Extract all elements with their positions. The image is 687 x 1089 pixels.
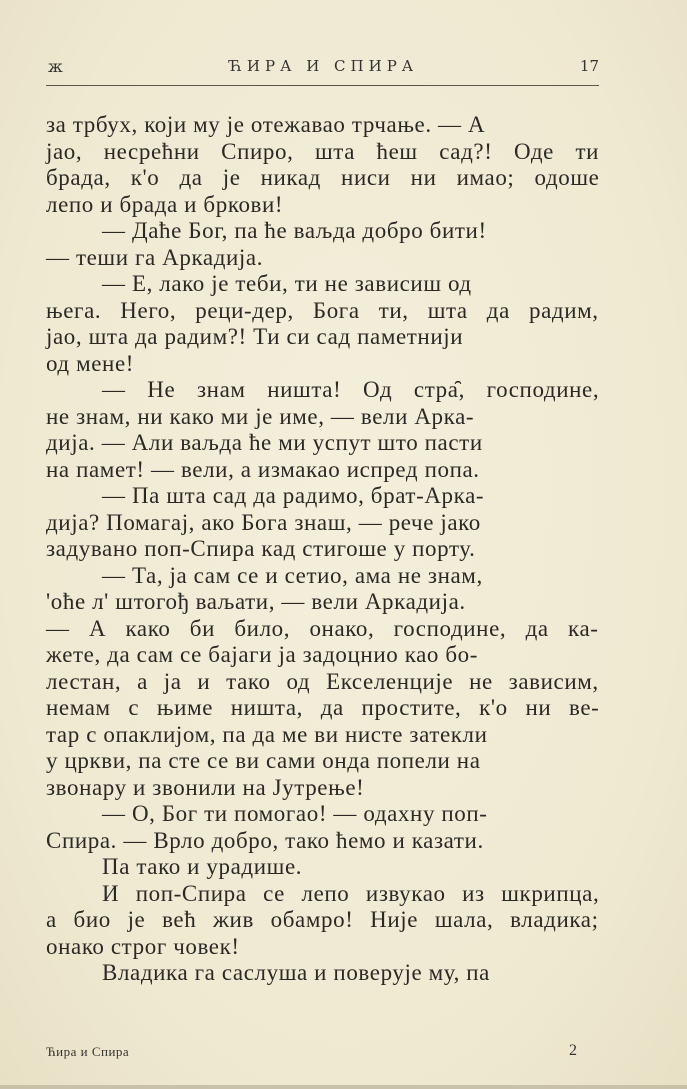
text-line: Владика га саслуша и поверује му, па — [102, 960, 490, 985]
text-line: њега. Него, реци-дер, Бога ти, шта да радим, — [46, 297, 599, 323]
header-rule — [46, 85, 599, 86]
text-line: — О, Бог ти помогао! — одахну поп- — [102, 801, 488, 826]
text-line: за трбух, који му је отежавао трчање. — А — [46, 112, 486, 137]
running-title: ЋИРА И СПИРА — [228, 57, 419, 75]
text-line: не знам, ни како ми је име, — вели Арка- — [46, 403, 475, 429]
text-line: од мене! — [46, 350, 135, 376]
text-line: дија. — Али ваљда ће ми успут што пасти — [46, 430, 483, 455]
text-line: дија? Помагај, ако Бога знаш, — рече јако — [46, 509, 481, 535]
text-line: на памет! — вели, а измакао испред попа. — [46, 456, 480, 482]
text-line: — теши га Аркадија. — [46, 244, 264, 270]
text-line: звонару и звонили на Јутрење! — [46, 774, 365, 800]
text-line: — Не знам ништа! Од стра̑, господине, — [102, 377, 600, 402]
text-line: Спира. — Врло добро, тако ћемо и казати. — [46, 827, 484, 853]
text-line: лестан, а ја и тако од Екселенције не зависим, — [46, 668, 599, 694]
footer-signature: Ћира и Спира — [46, 1044, 130, 1059]
text-line: — Та, ја сам се и сетио, ама не знам, — [102, 562, 483, 588]
text-line: немам с њиме ништа, да простите, к'о ни ве- — [46, 695, 600, 720]
text-line: а био је већ жив обамро! Није шала, владика; — [46, 907, 599, 932]
text-line: јао, шта да радим?! Ти си сад паметнији — [46, 324, 464, 349]
text-line: брада, к'о да је никад ниси ни имао; одоше — [46, 165, 600, 190]
text-line: 'оће л' штогођ ваљати, — вели Аркадија. — [46, 589, 466, 614]
page-number: 17 — [579, 57, 599, 75]
text-line: тар с опаклијом, па да ме ви нисте затекли — [46, 721, 488, 747]
text-line: — Даће Бог, па ће ваљда добро бити! — [102, 218, 487, 243]
page-footer — [46, 1042, 577, 1062]
text-line: јао, несрећни Спиро, шта ћеш сад?! Оде ти — [46, 138, 600, 164]
body-text — [46, 112, 599, 987]
running-header — [48, 57, 599, 81]
text-line: лепо и брада и бркови! — [46, 191, 284, 217]
text-line: — А како би било, онако, господине, да ка- — [46, 615, 599, 641]
page-edge — [0, 1085, 687, 1089]
text-line: Па тако и урадише. — [102, 854, 303, 879]
text-line: жете, да сам се бајаги ја задоцнио као бо- — [46, 642, 479, 667]
text-line: у цркви, па сте се ви сами онда попели на — [46, 748, 481, 773]
sheet-number: 2 — [569, 1042, 577, 1059]
text-line: И поп-Спира се лепо извукао из шкрипца, — [102, 880, 600, 906]
text-line: — Па шта сад да радимо, брат-Арка- — [102, 483, 485, 508]
text-line: задувано поп-Спира кад стигоше у порту. — [46, 536, 476, 561]
text-line: онако строг човек! — [46, 933, 240, 959]
header-ornament: ж — [48, 57, 63, 76]
text-line: — Е, лако је теби, ти не зависиш од — [102, 271, 472, 296]
